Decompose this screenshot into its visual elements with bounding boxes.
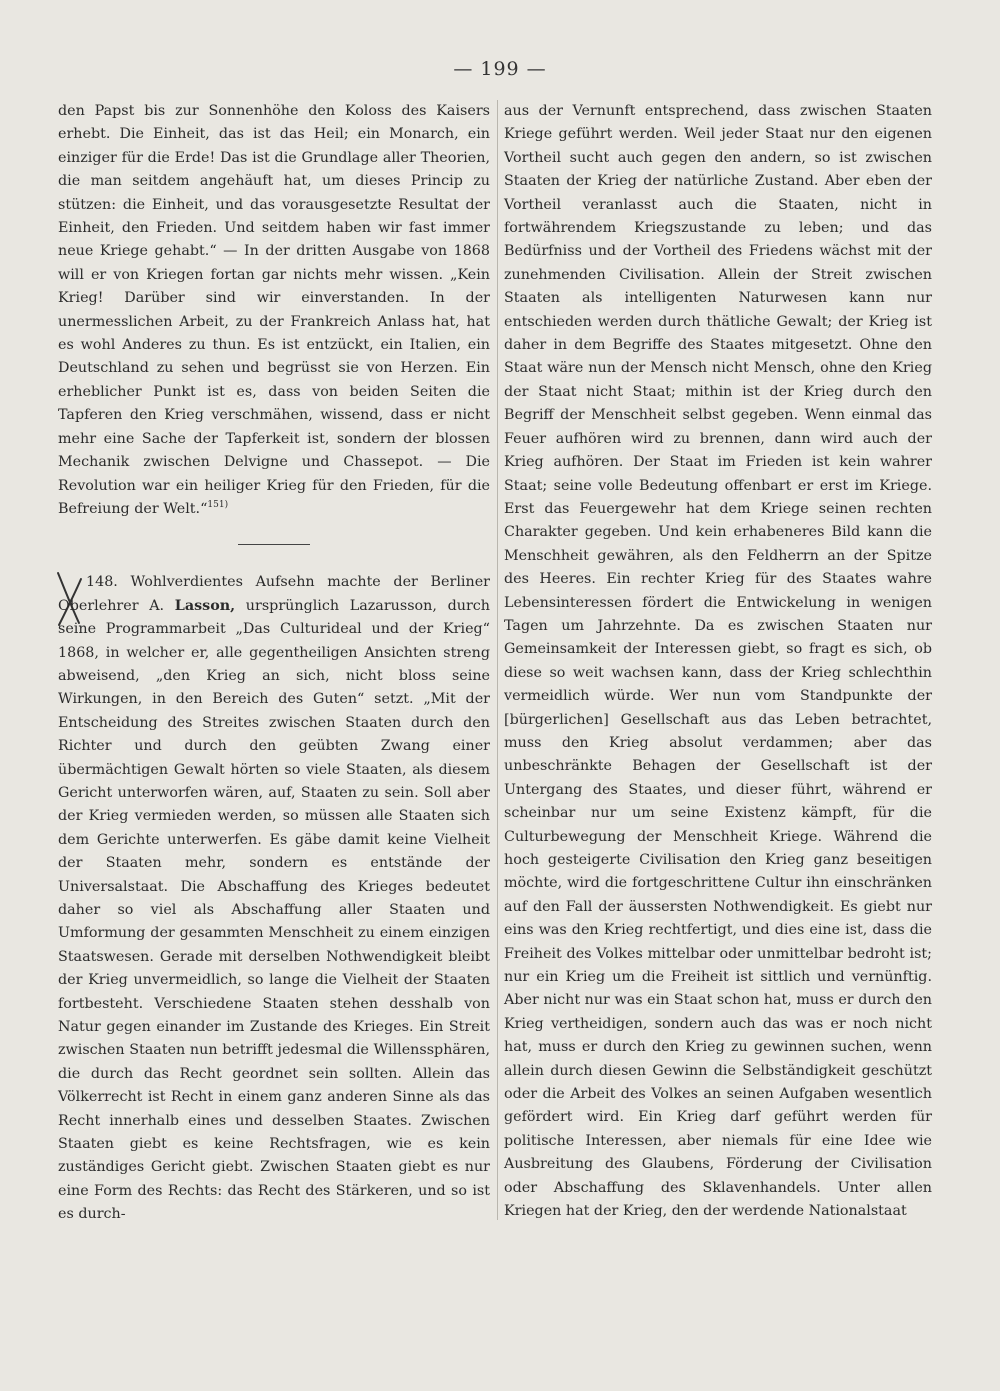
left-column bbox=[58, 100, 490, 1227]
section-separator bbox=[238, 544, 310, 545]
paragraph-text: den Papst bis zur Sonnenhöhe den Koloss des Kaisers erhebt. Die Einheit, das ist das Heil; ein Monarch, ein einziger für die Erde! Das ist die Grundlage aller Theorien, die man seitdem angehäuft hat, um dieses Princip zu stützen: die Einheit, und das vorausgesetzte Resultat der Einheit, den Frieden. Und seitdem haben wir fast immer neue Kriege gehabt.“ — In der dritten Ausgabe von 1868 will er von Kriegen fortan gar nichts mehr wissen. „Kein Krieg! Darüber sind wir einverstanden. In der unermesslichen Arbeit, zu der Frankreich Anlass hat, hat es wohl Anderes zu thun. Es ist entzückt, ein Italien, ein Deutschland zu sehen und begrüsst sie von Herzen. Ein erheblicher Punkt ist es, dass von beiden Seiten die Tapferen den Krieg verschmähen, wissend, dass er nicht mehr eine Sache der Tapferkeit ist, sondern der blossen Mechanik zwischen Delvigne und Chassepot. — Die Revolution war ein heiliger Krieg für den Frieden, für die Befreiung der Welt.“ bbox=[58, 103, 490, 517]
page-number: — 199 — bbox=[453, 58, 547, 80]
column-divider bbox=[497, 100, 498, 1220]
author-name: Lasson, bbox=[174, 597, 236, 614]
paragraph-148-body: ursprünglich Lazarusson, durch seine Programmarbeit „Das Culturideal und der Krieg“ 1868, in welcher er, alle gegentheiligen Ansichten streng abweisend, „den Krieg an sich, nicht bloss seine Wirkungen, in den Bereich des Guten“ setzt. „Mit der Entscheidung des Streites zwischen Staaten durch den Richter und durch den geübten Zwang einer übermächtigen Gewalt hörten so viele Staaten, als diesem Gericht unterworfen wären, auf, Staaten zu sein. Soll aber der Krieg vermieden werden, so müssen alle Staaten sich dem Gerichte unterwerfen. Es gäbe damit keine Vielheit der Staaten mehr, sondern es entstände der Universalstaat. Die Abschaffung des Krieges bedeutet daher so viel als Abschaffung aller Staaten und Umformung der gesammten Menschheit zu einem einzigen Staatswesen. Gerade mit derselben Nothwendigkeit bleibt der Krieg unvermeidlich, so lange die Vielheit der Staaten fortbesteht. Verschiedene Staaten stehen desshalb von Natur gegen einander im Zustande des Krieges. Ein Streit zwischen Staaten nun betrifft jedesmal die Willenssphären, die durch das Recht geordnet sein sollten. Allein das Völkerrecht ist Recht in einem ganz anderen Sinne als das Recht innerhalb eines und desselben Staates. Zwischen Staaten giebt es keine Rechtsfragen, wie es kein zuständiges Gericht giebt. Zwischen Staaten giebt es nur eine Form des Rechts: das Recht des Stärkeren, und so ist es durch- bbox=[58, 597, 490, 1223]
right-column-text: aus der Vernunft entsprechend, dass zwischen Staaten Kriege geführt werden. Weil jeder Staat nur den eigenen Vortheil sucht auch gegen den andern, so ist zwischen Staaten der Krieg der natürliche Zustand. Aber eben der Vortheil veranlasst auch die Staaten, nicht in fortwährendem Kriegszustande zu leben; und das Bedürfniss und der Vortheil des Friedens wächst mit der zunehmenden Civilisation. Allein der Streit zwischen Staaten als intelligenten Naturwesen kann nur entschieden werden durch thätliche Gewalt; der Krieg ist daher in dem Begriffe des Staates mitgesetzt. Ohne den Staat wäre nun der Mensch nicht Mensch, ohne den Krieg der Staat nicht Staat; mithin ist der Krieg durch den Begriff der Menschheit selbst gegeben. Wenn einmal das Feuer aufhören wird zu brennen, dann wird auch der Krieg aufhören. Der Staat im Frieden ist kein wahrer Staat; seine volle Bedeutung offenbart er erst im Kriege. Erst das Feuergewehr hat dem Kriege seinen rechten Charakter gegeben. Und kein erhabeneres Bild kann die Menschheit gewähren, als den Feldherrn an der Spitze des Heeres. Ein rechter Krieg für des Staates wahre Lebensinteressen fördert die Entwickelung in wenigen Tagen um Jahrzehnte. Da es zwischen Staaten nur Gemeinsamkeit der Interessen giebt, so fragt es sich, ob diese so weit wachsen kann, dass der Krieg schlechthin vermeidlich würde. Wer nun vom Standpunkte der [bürgerlichen] Gesellschaft aus das Leben betrachtet, muss den Krieg absolut verdammen; aber das unbeschränkte Behagen der Gesellschaft ist der Untergang des Staates, und dieser führt, während er scheinbar nur um seine Existenz kämpft, für die Culturbewegung der Menschheit Kriege. Während die hoch gesteigerte Civilisation den Krieg ganz beseitigen möchte, wird die fortgeschrittene Cultur ihn einschränken auf den Fall der äussersten Nothwendigkeit. Es giebt nur eins was den Krieg rechtfertigt, und dies eine ist, dass die Freiheit des Volkes mittelbar oder unmittelbar bedroht ist; nur ein Krieg um die Freiheit ist sittlich und vernünftig. Aber nicht nur was ein Staat schon hat, muss er durch den Krieg vertheidigen, sondern auch das was er noch nicht hat, muss er durch den Krieg zu gewinnen suchen, wenn allein durch diesen Gewinn die Selbständigkeit geschützt oder die Arbeit des Volkes an seinen Aufgaben wesentlich gefördert wird. Ein Krieg darf geführt werden für politische Interessen, aber niemals für eine Idee wie Ausbreitung des Glaubens, Förderung der Civilisation oder Abschaffung des Sklavenhandels. Unter allen Kriegen hat der Krieg, den der werdende Nationalstaat bbox=[504, 103, 932, 1220]
paragraph-148 bbox=[58, 571, 490, 1226]
footnote-reference: 151) bbox=[207, 500, 229, 511]
right-column bbox=[504, 100, 932, 1224]
paragraph-continuation bbox=[58, 100, 490, 521]
paragraph-148-start: 148. Wohlverdientes Aufsehn machte der Berliner Oberlehrer A. bbox=[58, 574, 490, 614]
